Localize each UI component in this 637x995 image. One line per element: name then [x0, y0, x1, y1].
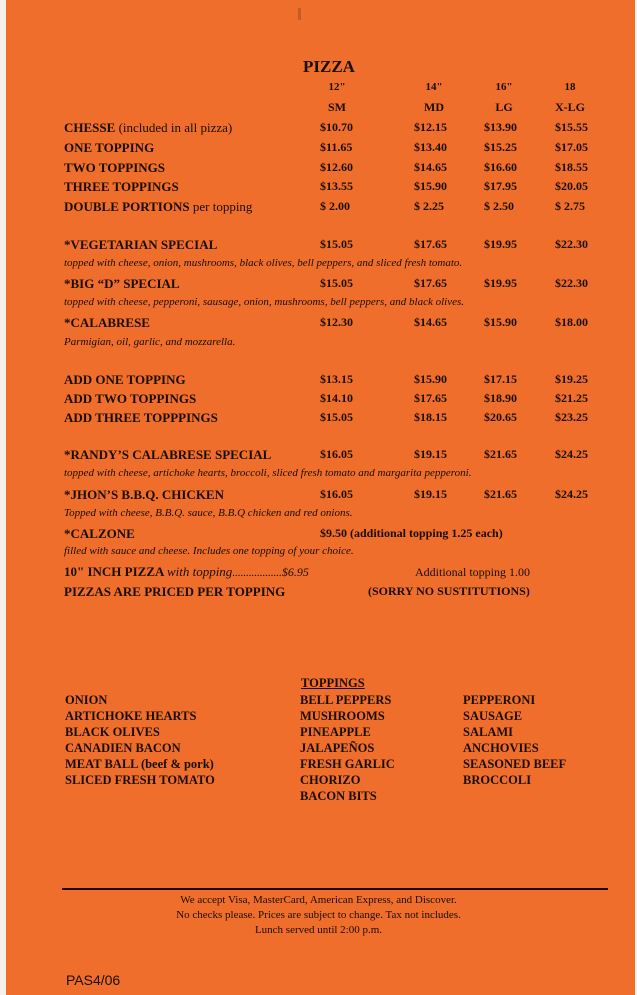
menu-title: PIZZA [303, 57, 355, 76]
size-code-sm: SM [328, 100, 346, 114]
price-sm: $13.55 [320, 179, 353, 193]
item-name: DOUBLE PORTIONS [64, 199, 190, 214]
price-lg: $19.95 [484, 237, 517, 251]
size-code-md: MD [424, 100, 444, 114]
topping-item: CANADIEN BACON [65, 741, 181, 755]
item-ten-inch-pizza [64, 565, 309, 579]
footer-policy-line: No checks please. Prices are subject to change. Tax not includes. [176, 909, 461, 921]
topping-item: MUSHROOMS [300, 709, 385, 723]
ten-inch-label: 10" INCH PIZZA [64, 564, 164, 579]
price-lg: $ 2.50 [484, 199, 514, 213]
price-md: $12.15 [414, 120, 447, 134]
size-inch-lg: 16" [495, 81, 513, 93]
price-sm: $12.30 [320, 315, 353, 329]
price-md: $13.40 [414, 140, 447, 154]
price-md: $17.65 [414, 237, 447, 251]
price-xlg: $21.25 [555, 391, 588, 405]
price-sm: $15.05 [320, 276, 353, 290]
leader-dots: .................. [232, 567, 282, 579]
item-cheese [64, 121, 232, 134]
item-description: Parmigian, oil, garlic, and mozzarella. [64, 336, 236, 348]
price-md: $19.15 [414, 447, 447, 461]
item-vegetarian-special: *VEGETARIAN SPECIAL [64, 237, 218, 252]
topping-item: SEASONED BEEF [463, 757, 567, 771]
topping-item: SALAMI [463, 725, 514, 739]
item-randys-calabrese-special: *RANDY’S CALABRESE SPECIAL [64, 447, 272, 462]
item-three-toppings: THREE TOPPINGS [64, 179, 179, 194]
topping-item: PEPPERONI [463, 693, 536, 707]
priced-per-topping-note: PIZZAS ARE PRICED PER TOPPING [64, 584, 286, 599]
topping-item: CHORIZO [300, 773, 361, 787]
footer-divider [62, 888, 608, 890]
topping-item: SLICED FRESH TOMATO [65, 773, 215, 787]
price-xlg: $ 2.75 [555, 199, 585, 213]
price-lg: $15.90 [484, 315, 517, 329]
item-description: topped with cheese, pepperoni, sausage, onion, mushrooms, bell peppers, and black olives. [64, 296, 465, 308]
item-description: topped with cheese, onion, mushrooms, black olives, bell peppers, and sliced fresh tomato. [64, 257, 463, 269]
toppings-heading: TOPPINGS [301, 676, 365, 690]
footer-lunch-line: Lunch served until 2:00 p.m. [254, 924, 383, 936]
print-code: PAS4/06 [66, 972, 121, 988]
topping-item: JALAPEÑOS [300, 741, 375, 755]
price-md: $15.90 [414, 179, 447, 193]
price-xlg: $22.30 [555, 237, 588, 251]
item-add-three-toppings: ADD THREE TOPPPINGS [64, 410, 218, 425]
topping-item: PINEAPPLE [300, 725, 371, 739]
price-lg: $20.65 [484, 410, 517, 424]
size-inch-md: 14" [425, 81, 443, 93]
price-md: $17.65 [414, 276, 447, 290]
price-md: $14.65 [414, 315, 447, 329]
price-sm: $ 2.00 [320, 199, 350, 213]
item-description: Topped with cheese, B.B.Q. sauce, B.B.Q chicken and red onions. [64, 507, 353, 519]
price-lg: $21.65 [484, 487, 517, 501]
price-sm: $15.05 [320, 237, 353, 251]
item-note: per topping [192, 199, 253, 214]
item-name: CHESSE [64, 120, 116, 135]
topping-item: ANCHOVIES [463, 741, 539, 755]
price-md: $ 2.25 [414, 199, 444, 213]
price-sm: $11.65 [320, 140, 353, 154]
price-sm: $13.15 [320, 372, 353, 386]
price-xlg: $15.55 [555, 120, 588, 134]
item-add-two-toppings: ADD TWO TOPPINGS [64, 391, 197, 406]
topping-item: BACON BITS [300, 789, 377, 803]
price-xlg: $24.25 [555, 447, 588, 461]
price-md: $18.15 [414, 410, 447, 424]
item-one-topping: ONE TOPPING [64, 140, 155, 155]
item-jhons-bbq-chicken: *JHON’S B.B.Q. CHICKEN [64, 487, 224, 502]
price-lg: $15.25 [484, 140, 517, 154]
price-sm: $10.70 [320, 120, 353, 134]
price-sm: $14.10 [320, 391, 353, 405]
ten-inch-with: with topping [166, 564, 233, 579]
price-xlg: $17.05 [555, 140, 588, 154]
price-xlg: $23.25 [555, 410, 588, 424]
item-add-one-topping: ADD ONE TOPPING [64, 372, 186, 387]
topping-item: BELL PEPPERS [300, 693, 392, 707]
footer-payment-line: We accept Visa, MasterCard, American Express, and Discover. [180, 894, 457, 906]
price-sm: $12.60 [320, 160, 353, 174]
no-substitutions-note: (SORRY NO SUSTITUTIONS) [368, 584, 530, 598]
price-sm: $16.05 [320, 487, 353, 501]
price-xlg: $24.25 [555, 487, 588, 501]
price-xlg: $22.30 [555, 276, 588, 290]
item-description: filled with sauce and cheese. Includes one topping of your choice. [64, 545, 354, 557]
price-xlg: $18.00 [555, 315, 588, 329]
price-lg: $16.60 [484, 160, 517, 174]
item-calzone: *CALZONE [64, 526, 135, 541]
price-md: $17.65 [414, 391, 447, 405]
size-code-xlg: X-LG [555, 100, 585, 114]
price-md: $15.90 [414, 372, 447, 386]
price-lg: $19.95 [484, 276, 517, 290]
size-inch-xlg: 18 [564, 81, 576, 93]
size-inch-sm: 12" [328, 81, 346, 93]
price-md: $19.15 [414, 487, 447, 501]
topping-item: BROCCOLI [463, 773, 532, 787]
price-lg: $17.95 [484, 179, 517, 193]
topping-item: ARTICHOKE HEARTS [65, 709, 197, 723]
price-lg: $13.90 [484, 120, 517, 134]
item-calabrese: *CALABRESE [64, 315, 150, 330]
item-note: (included in all pizza) [118, 120, 233, 135]
price-sm: $15.05 [320, 410, 353, 424]
price-sm: $16.05 [320, 447, 353, 461]
additional-topping-note: Additional topping 1.00 [415, 565, 530, 579]
price-lg: $21.65 [484, 447, 517, 461]
topping-item: FRESH GARLIC [300, 757, 395, 771]
calzone-price: $9.50 (additional topping 1.25 each) [320, 526, 503, 540]
price-lg: $17.15 [484, 372, 517, 386]
topping-item: MEAT BALL (beef & pork) [65, 757, 214, 771]
price-xlg: $18.55 [555, 160, 588, 174]
size-code-lg: LG [495, 100, 513, 114]
ten-inch-price: $6.95 [281, 565, 309, 579]
topping-item: ONION [65, 693, 108, 707]
item-double-portions [64, 200, 252, 213]
price-xlg: $20.05 [555, 179, 588, 193]
item-description: topped with cheese, artichoke hearts, broccoli, sliced fresh tomato and margarita pepperoni. [64, 467, 472, 479]
item-two-toppings: TWO TOPPINGS [64, 160, 166, 175]
price-lg: $18.90 [484, 391, 517, 405]
topping-item: BLACK OLIVES [65, 725, 160, 739]
topping-item: SAUSAGE [463, 709, 523, 723]
price-xlg: $19.25 [555, 372, 588, 386]
item-big-d-special: *BIG “D” SPECIAL [64, 276, 180, 291]
price-md: $14.65 [414, 160, 447, 174]
staple-mark [298, 8, 301, 20]
